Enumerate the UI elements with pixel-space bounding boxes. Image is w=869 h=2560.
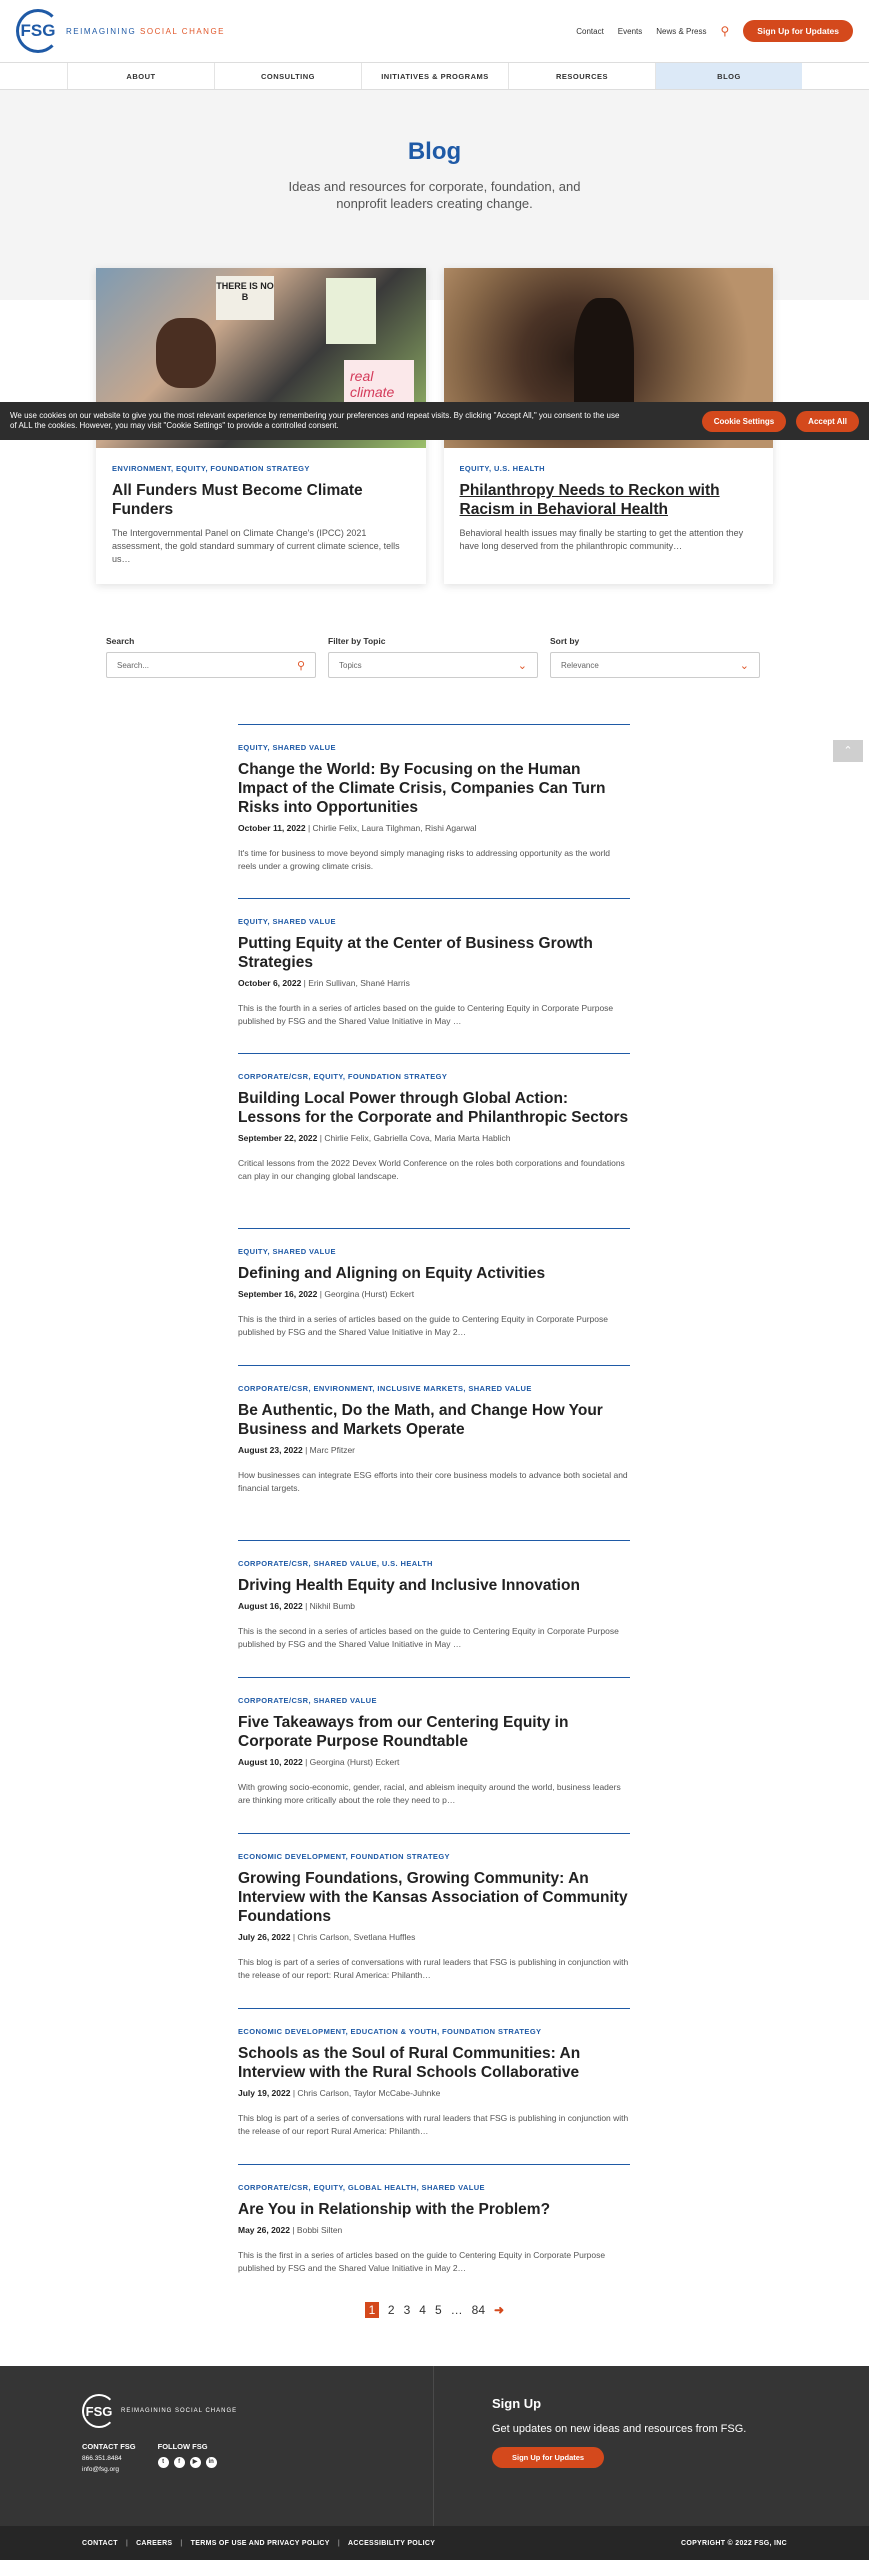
article-excerpt: This is the second in a series of articles based on the guide to Centering Equity in Corporate Purpose published by FSG and the Shared Value Initiative in May … xyxy=(238,1626,619,1649)
sort-label: Sort by xyxy=(550,636,580,646)
topic-value: Topics xyxy=(339,660,362,670)
site-header xyxy=(0,0,869,62)
signup-text: Get updates on new ideas and resources from FSG. xyxy=(492,2423,747,2435)
article-authors: Chirlie Felix, Gabriella Cova, Maria Marta Hablich xyxy=(324,1133,511,1143)
utility-links xyxy=(576,20,853,42)
article-title[interactable]: Building Local Power through Global Action: Lessons for the Corporate and Philanthropic Sectors xyxy=(238,1090,629,1126)
footer-logo-mark: FSG xyxy=(82,2394,116,2428)
footer-tagline: REIMAGINING SOCIAL CHANGE xyxy=(121,2408,238,2414)
chevron-down-icon: ⌄ xyxy=(517,659,527,672)
article-authors: Georgina (Hurst) Eckert xyxy=(324,1289,415,1299)
footer-follow xyxy=(158,2442,217,2473)
follow-heading: FOLLOW FSG xyxy=(157,2442,208,2451)
article-tags[interactable]: EQUITY, SHARED VALUE xyxy=(238,743,336,752)
article-item xyxy=(238,1540,630,1677)
footer-contact xyxy=(82,2442,136,2473)
article-excerpt: This blog is part of a series of conversations with rural leaders that FSG is publishing in conjunction with the release of our report: Rural America: Philanth… xyxy=(238,1957,629,1980)
article-meta: September 16, 2022 | Georgina (Hurst) Eckert xyxy=(238,1289,415,1299)
article-item xyxy=(238,2008,630,2164)
featured-excerpt: Behavioral health issues may finally be starting to get the attention they have long deserved from the philanthropic community… xyxy=(459,528,744,551)
page-subtitle: Ideas and resources for corporate, foundation, and nonprofit leaders creating change. xyxy=(288,179,581,211)
article-excerpt: Critical lessons from the 2022 Devex World Conference on the roles both corporations and foundations can play in our changing global landscape. xyxy=(238,1158,625,1181)
article-authors: Bobbi Silten xyxy=(296,2225,343,2235)
site-footer xyxy=(0,2366,869,2526)
article-meta: October 6, 2022 | Erin Sullivan, Shané Harris xyxy=(238,978,410,988)
page-3[interactable]: 3 xyxy=(403,2303,411,2317)
protest-sign-pink: real climate xyxy=(344,360,414,418)
article-date: August 10, 2022 xyxy=(238,1757,303,1767)
page-last[interactable]: 84 xyxy=(471,2303,486,2317)
sort-value: Relevance xyxy=(561,660,599,670)
accept-all-button[interactable]: Accept All xyxy=(796,411,859,432)
topic-filter xyxy=(328,636,538,678)
search-filter xyxy=(106,636,316,678)
article-title[interactable]: Are You in Relationship with the Problem? xyxy=(238,2201,551,2218)
article-list xyxy=(238,724,630,2284)
logo-tagline-a: REIMAGINING xyxy=(66,26,137,36)
article-meta: October 11, 2022 | Chirlie Felix, Laura Tilghman, Rishi Agarwal xyxy=(238,823,477,833)
contact-link[interactable]: Contact xyxy=(576,26,604,36)
footer-signup-button[interactable]: Sign Up for Updates xyxy=(492,2447,604,2468)
featured-card-body xyxy=(444,448,774,571)
article-item xyxy=(238,1833,630,2008)
footer-accessibility-link[interactable]: ACCESSIBILITY POLICY xyxy=(348,2539,436,2547)
sort-select[interactable] xyxy=(550,652,760,678)
article-tags[interactable]: CORPORATE/CSR, EQUITY, FOUNDATION STRATEGY xyxy=(238,1072,448,1081)
article-title[interactable]: Putting Equity at the Center of Business Growth Strategies xyxy=(238,935,593,971)
footer-columns xyxy=(82,2442,237,2473)
chevron-down-icon: ⌄ xyxy=(739,659,749,672)
article-title[interactable]: Growing Foundations, Growing Community: An Interview with the Kansas Association of Community Foundations xyxy=(238,1870,628,1925)
article-date: July 26, 2022 xyxy=(238,1932,291,1942)
article-tags[interactable]: ECONOMIC DEVELOPMENT, FOUNDATION STRATEGY xyxy=(238,1852,450,1861)
article-date: October 11, 2022 xyxy=(238,823,306,833)
logo-tagline-b: SOCIAL CHANGE xyxy=(140,26,226,36)
copyright: COPYRIGHT © 2022 FSG, INC xyxy=(680,2539,787,2547)
article-item xyxy=(238,724,630,898)
article-tags[interactable]: ECONOMIC DEVELOPMENT, EDUCATION & YOUTH, FOUNDATION STRATEGY xyxy=(238,2027,542,2036)
article-meta: July 26, 2022 | Chris Carlson, Svetlana Huffles xyxy=(238,1932,416,1942)
article-meta: September 22, 2022 | Chirlie Felix, Gabriella Cova, Maria Marta Hablich xyxy=(238,1133,511,1143)
footer-bottom-bar xyxy=(0,2526,869,2560)
article-title[interactable]: Change the World: By Focusing on the Human Impact of the Climate Crisis, Companies Can Turn Risks into Opportunities xyxy=(238,761,606,816)
footer-separator: | xyxy=(337,2539,341,2547)
main-nav xyxy=(0,62,869,90)
article-date: July 19, 2022 xyxy=(238,2088,291,2098)
contact-heading: CONTACT FSG xyxy=(82,2442,136,2451)
footer-divider xyxy=(433,2366,434,2526)
article-item xyxy=(238,2164,630,2284)
pagination xyxy=(0,2302,869,2318)
article-date: August 23, 2022 xyxy=(238,1445,303,1455)
footer-email[interactable]: info@fsg.org xyxy=(82,2466,119,2473)
topic-select[interactable] xyxy=(328,652,538,678)
nav-initiatives[interactable]: INITIATIVES & PROGRAMS xyxy=(361,63,508,89)
logo-mark: FSG xyxy=(16,9,60,53)
article-meta: August 10, 2022 | Georgina (Hurst) Eckert xyxy=(238,1757,400,1767)
search-placeholder: Search... xyxy=(117,660,150,670)
article-tags[interactable]: EQUITY, SHARED VALUE xyxy=(238,1247,336,1256)
footer-phone[interactable]: 866.351.8484 xyxy=(82,2455,122,2462)
footer-terms-link[interactable]: TERMS OF USE AND PRIVACY POLICY xyxy=(190,2539,330,2547)
article-item xyxy=(238,1053,630,1228)
footer-careers-link[interactable]: CAREERS xyxy=(136,2539,173,2547)
article-meta: August 23, 2022 | Marc Pfitzer xyxy=(238,1445,356,1455)
page-4[interactable]: 4 xyxy=(419,2303,426,2317)
nav-blog[interactable]: BLOG xyxy=(655,63,802,89)
article-title[interactable]: Schools as the Soul of Rural Communities: An Interview with the Rural Schools Collaborative xyxy=(238,2045,581,2081)
footer-contact-link[interactable]: CONTACT xyxy=(82,2539,118,2547)
signup-heading: Sign Up xyxy=(492,2396,542,2411)
search-input[interactable] xyxy=(106,652,316,678)
topic-label: Filter by Topic xyxy=(328,636,386,646)
article-item xyxy=(238,1677,630,1833)
article-title[interactable]: Defining and Aligning on Equity Activities xyxy=(238,1265,546,1282)
cookie-text: We use cookies on our website to give you the most relevant experience by remembering your preferences and repeat visits. By clicking "Accept All," you consent to the use of ALL the cookies. However, you may visit "Cookie Settings" to provide a controlled consent. xyxy=(10,411,620,430)
featured-title[interactable]: Philanthropy Needs to Reckon with Racism in Behavioral Health xyxy=(459,482,720,518)
article-date: May 26, 2022 xyxy=(238,2225,290,2235)
article-authors: Georgina (Hurst) Eckert xyxy=(309,1757,400,1767)
linkedin-icon[interactable]: in xyxy=(206,2457,217,2468)
blog-filters xyxy=(106,636,762,678)
page-title: Blog xyxy=(407,138,462,165)
search-icon[interactable]: ⚲ xyxy=(720,24,730,38)
article-authors: Chris Carlson, Svetlana Huffles xyxy=(297,1932,416,1942)
article-tags[interactable]: CORPORATE/CSR, SHARED VALUE, U.S. HEALTH xyxy=(238,1559,433,1568)
featured-excerpt: The Intergovernmental Panel on Climate Change's (IPCC) 2021 assessment, the gold standard summary of current climate science, tells us… xyxy=(112,528,400,564)
facebook-icon[interactable]: f xyxy=(174,2457,185,2468)
protest-sign-green xyxy=(326,278,376,344)
article-item xyxy=(238,1228,630,1365)
page-1[interactable]: 1 xyxy=(365,2302,379,2318)
page-2[interactable]: 2 xyxy=(387,2303,395,2317)
featured-title[interactable]: All Funders Must Become Climate Funders xyxy=(112,482,363,518)
protester-figure xyxy=(156,318,216,388)
article-excerpt: With growing socio-economic, gender, racial, and ableism inequity around the world, business leaders are thinking more critically about the role they need to p… xyxy=(238,1782,621,1805)
footer-separator: | xyxy=(180,2539,183,2547)
logo-tagline xyxy=(66,27,225,36)
article-date: September 16, 2022 xyxy=(238,1289,318,1299)
article-item xyxy=(238,1365,630,1540)
article-date: October 6, 2022 xyxy=(238,978,302,988)
article-excerpt: This is the first in a series of articles based on the guide to Centering Equity in Corporate Purpose published by FSG and the Shared Value Initiative in May 2… xyxy=(238,2250,606,2273)
featured-card-body xyxy=(96,448,426,584)
featured-tags[interactable]: EQUITY, U.S. HEALTH xyxy=(459,464,545,473)
search-icon[interactable]: ⚲ xyxy=(296,659,305,672)
article-authors: Marc Pfitzer xyxy=(309,1445,356,1455)
article-authors: Nikhil Bumb xyxy=(309,1601,356,1611)
article-title[interactable]: Be Authentic, Do the Math, and Change How Your Business and Markets Operate xyxy=(238,1402,603,1438)
article-meta: May 26, 2022 | Bobbi Silten xyxy=(238,2225,343,2235)
footer-signup xyxy=(492,2396,746,2468)
article-date: August 16, 2022 xyxy=(238,1601,303,1611)
nav-consulting[interactable]: CONSULTING xyxy=(214,63,361,89)
protest-sign: THERE IS NO B xyxy=(216,276,274,320)
signup-button[interactable]: Sign Up for Updates xyxy=(743,20,853,42)
article-excerpt: This is the third in a series of articles based on the guide to Centering Equity in Corporate Purpose published by FSG and the Shared Value Initiative in May 2… xyxy=(238,1314,608,1337)
events-link[interactable]: Events xyxy=(617,26,643,36)
featured-tags[interactable]: ENVIRONMENT, EQUITY, FOUNDATION STRATEGY xyxy=(112,464,310,473)
nav-about[interactable]: ABOUT xyxy=(67,63,214,89)
article-item xyxy=(238,898,630,1053)
article-excerpt: This is the fourth in a series of articles based on the guide to Centering Equity in Corporate Purpose published by FSG and the Shared Value Initiative in May … xyxy=(238,1003,614,1026)
next-arrow-icon[interactable]: ➜ xyxy=(494,2303,505,2317)
article-meta: August 16, 2022 | Nikhil Bumb xyxy=(238,1601,356,1611)
article-tags[interactable]: CORPORATE/CSR, EQUITY, GLOBAL HEALTH, SHARED VALUE xyxy=(238,2183,485,2192)
news-press-link[interactable]: News & Press xyxy=(656,26,707,36)
cookie-settings-button[interactable]: Cookie Settings xyxy=(702,411,786,432)
article-title[interactable]: Driving Health Equity and Inclusive Innovation xyxy=(238,1577,580,1594)
page-5[interactable]: 5 xyxy=(434,2303,442,2317)
cookie-banner xyxy=(0,402,869,440)
footer-left xyxy=(82,2394,237,2473)
youtube-icon[interactable]: ▶ xyxy=(190,2457,201,2468)
twitter-icon[interactable]: t xyxy=(158,2457,169,2468)
sort-filter xyxy=(550,636,760,678)
article-excerpt: How businesses can integrate ESG efforts into their core business models to advance both societal and financial targets. xyxy=(238,1470,628,1493)
article-tags[interactable]: EQUITY, SHARED VALUE xyxy=(238,917,336,926)
article-date: September 22, 2022 xyxy=(238,1133,318,1143)
site-logo[interactable] xyxy=(16,9,225,53)
page-ellipsis: … xyxy=(450,2303,463,2317)
article-excerpt: It's time for business to move beyond simply managing risks to addressing opportunity as the world reels under a growing climate crisis. xyxy=(238,848,611,871)
article-authors: Chris Carlson, Taylor McCabe-Juhnke xyxy=(297,2088,441,2098)
nav-resources[interactable]: RESOURCES xyxy=(508,63,655,89)
article-authors: Erin Sullivan, Shané Harris xyxy=(308,978,410,988)
cookie-actions xyxy=(702,411,859,432)
search-label: Search xyxy=(106,636,135,646)
article-tags[interactable]: CORPORATE/CSR, ENVIRONMENT, INCLUSIVE MARKETS, SHARED VALUE xyxy=(238,1384,532,1393)
article-excerpt: This blog is part of a series of conversations with rural leaders that FSG is publishing in conjunction with the release of our report Rural America: Philanth… xyxy=(238,2113,629,2136)
article-meta: July 19, 2022 | Chris Carlson, Taylor McCabe-Juhnke xyxy=(238,2088,441,2098)
article-tags[interactable]: CORPORATE/CSR, SHARED VALUE xyxy=(238,1696,377,1705)
social-links xyxy=(158,2457,217,2468)
scroll-to-top-button[interactable]: ⌃ xyxy=(833,740,863,762)
article-authors: Chirlie Felix, Laura Tilghman, Rishi Agarwal xyxy=(312,823,477,833)
footer-logo[interactable] xyxy=(82,2394,237,2428)
footer-separator: | xyxy=(125,2539,129,2547)
article-title[interactable]: Five Takeaways from our Centering Equity in Corporate Purpose Roundtable xyxy=(238,1714,569,1750)
